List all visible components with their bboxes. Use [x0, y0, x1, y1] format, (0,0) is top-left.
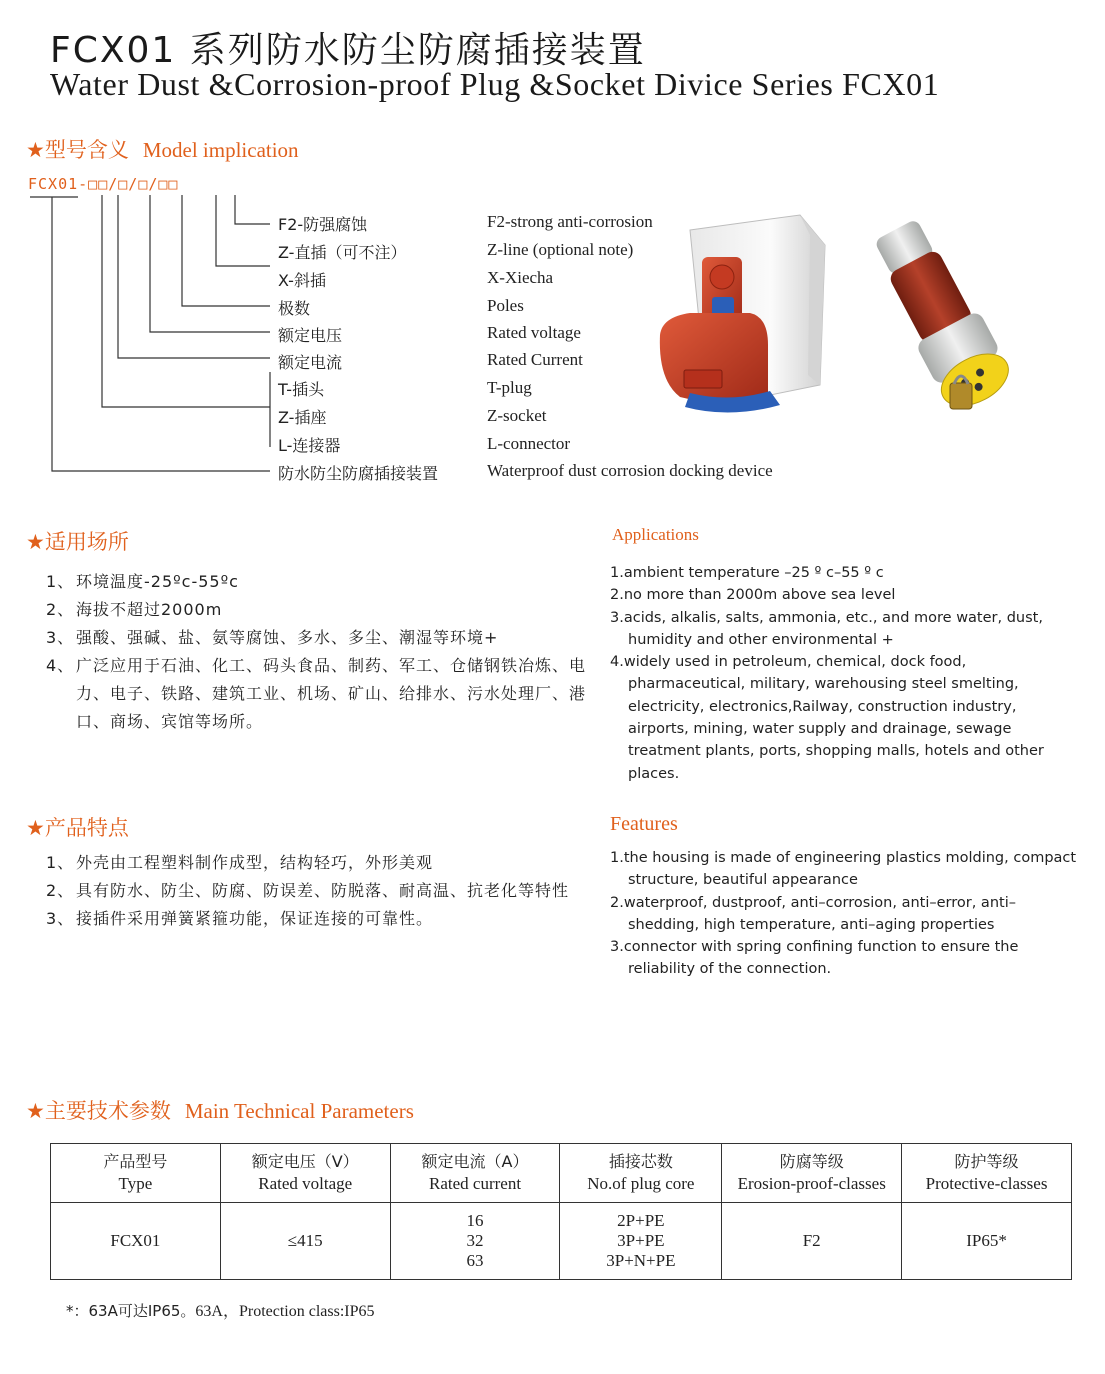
features-en-list [610, 847, 1080, 981]
model-item-x-cn: X-斜插 [278, 271, 326, 290]
applications-heading-en: Applications [612, 525, 699, 544]
model-item-socket-en: Z-socket [487, 406, 547, 425]
model-item-x-en: X-Xiecha [487, 268, 554, 287]
list-item: 1、 外壳由工程塑料制作成型，结构轻巧，外形美观 [46, 853, 434, 872]
features-heading-en: Features [610, 813, 678, 835]
model-item-plug-cn: T-插头 [278, 380, 325, 399]
features-cn-list [46, 849, 586, 933]
features-heading-cn: ★产品特点 [26, 816, 129, 840]
cell-voltage: ≤415 [220, 1203, 390, 1280]
params-heading [26, 1095, 414, 1125]
list-item: 4.widely used in petroleum, chemical, dock food, pharmaceutical, military, warehousing steel smelting, electricity, electronics,Railway, construction industry, airports, mining, water supply and drainage, sewage treatment plants, ports, shopping malls, hotels and other places. [610, 654, 1044, 782]
model-item-device-en: Waterproof dust corrosion docking device [487, 461, 773, 480]
column-header-type: 产品型号 Type [51, 1144, 221, 1203]
page-title-cn: FCX01 系列防水防尘防腐插接装置 [50, 30, 646, 71]
model-item-poles-en: Poles [487, 296, 524, 315]
applications-cn-list [46, 568, 586, 736]
cell-currents: 16 32 63 [390, 1203, 560, 1280]
cell-cores: 2P+PE 3P+PE 3P+N+PE [560, 1203, 722, 1280]
socket-product-image [650, 205, 850, 420]
params-table [50, 1143, 1072, 1280]
model-heading-en: Model implication [142, 138, 299, 162]
list-item: 3、 接插件采用弹簧紧箍功能，保证连接的可靠性。 [46, 909, 434, 928]
model-item-connector-en: L-connector [487, 434, 571, 453]
table-row [51, 1203, 1072, 1280]
model-item-poles-cn: 极数 [278, 299, 311, 318]
model-item-device-cn: 防水防尘防腐插接装置 [278, 464, 439, 483]
table-header-row [51, 1144, 1072, 1203]
list-item: 4、 广泛应用于石油、化工、码头食品、制药、军工、仓储钢铁冶炼、电力、电子、铁路、建筑工业、机场、矿山、给排水、污水处理厂、港口、商场、宾馆等场所。 [46, 656, 587, 731]
model-item-connector-cn: L-连接器 [278, 436, 341, 455]
list-item: 2、 具有防水、防尘、防腐、防误差、防脱落、耐高温、抗老化等特性 [46, 881, 570, 900]
model-item-socket-cn: Z-插座 [278, 408, 327, 427]
list-item: 2、 海拔不超过2000m [46, 600, 223, 619]
params-heading-en: Main Technical Parameters [184, 1099, 414, 1123]
applications-heading-cn: ★适用场所 [26, 530, 129, 554]
column-header-cores: 插接芯数 No.of plug core [560, 1144, 722, 1203]
model-item-f2-cn: F2-防强腐蚀 [278, 215, 368, 234]
cell-erosion: F2 [722, 1203, 902, 1280]
column-header-voltage: 额定电压（V） Rated voltage [220, 1144, 390, 1203]
model-item-z-line-cn: Z-直插（可不注） [278, 243, 407, 262]
model-code: FCX01-□□/□/□/□□ [28, 175, 179, 193]
list-item: 1、 环境温度-25ºc-55ºc [46, 572, 239, 591]
model-heading-cn: ★型号含义 [26, 138, 129, 162]
list-item: 3.connector with spring confining function to ensure the reliability of the connection. [610, 939, 1019, 978]
model-item-z-line-en: Z-line (optional note) [487, 240, 634, 259]
params-heading-cn: ★主要技术参数 [26, 1099, 171, 1123]
model-item-f2-en: F2-strong anti-corrosion [487, 212, 653, 231]
applications-en-list [610, 562, 1080, 785]
model-item-voltage-cn: 额定电压 [278, 326, 343, 345]
column-header-current: 额定电流（A） Rated current [390, 1144, 560, 1203]
params-footnote: *：63A可达IP65。63A，Protection class:IP65 [66, 1302, 375, 1320]
model-item-voltage-en: Rated voltage [487, 323, 581, 342]
list-item: 1.the housing is made of engineering plastics molding, compact structure, beautiful appearance [610, 850, 1077, 889]
list-item: 2.no more than 2000m above sea level [610, 587, 896, 604]
list-item: 3、 强酸、强碱、盐、氨等腐蚀、多水、多尘、潮湿等环境+ [46, 628, 499, 647]
model-item-current-cn: 额定电流 [278, 353, 343, 372]
plug-product-image [842, 218, 1042, 418]
cell-protective: IP65* [902, 1203, 1072, 1280]
model-item-current-en: Rated Current [487, 350, 583, 369]
model-item-plug-en: T-plug [487, 378, 532, 397]
column-header-erosion: 防腐等级 Erosion-proof-classes [722, 1144, 902, 1203]
page-title-en: Water Dust &Corrosion-proof Plug &Socket Divice Series FCX01 [50, 66, 940, 102]
list-item: 2.waterproof, dustproof, anti–corrosion, anti–error, anti–shedding, high temperature, anti–aging properties [610, 894, 1016, 933]
list-item: 1.ambient temperature –25 º c–55 º c [610, 565, 884, 581]
column-header-protective: 防护等级 Protective-classes [902, 1144, 1072, 1203]
list-item: 3.acids, alkalis, salts, ammonia, etc., and more water, dust, humidity and other environmental + [610, 609, 1043, 648]
cell-type: FCX01 [51, 1203, 221, 1280]
